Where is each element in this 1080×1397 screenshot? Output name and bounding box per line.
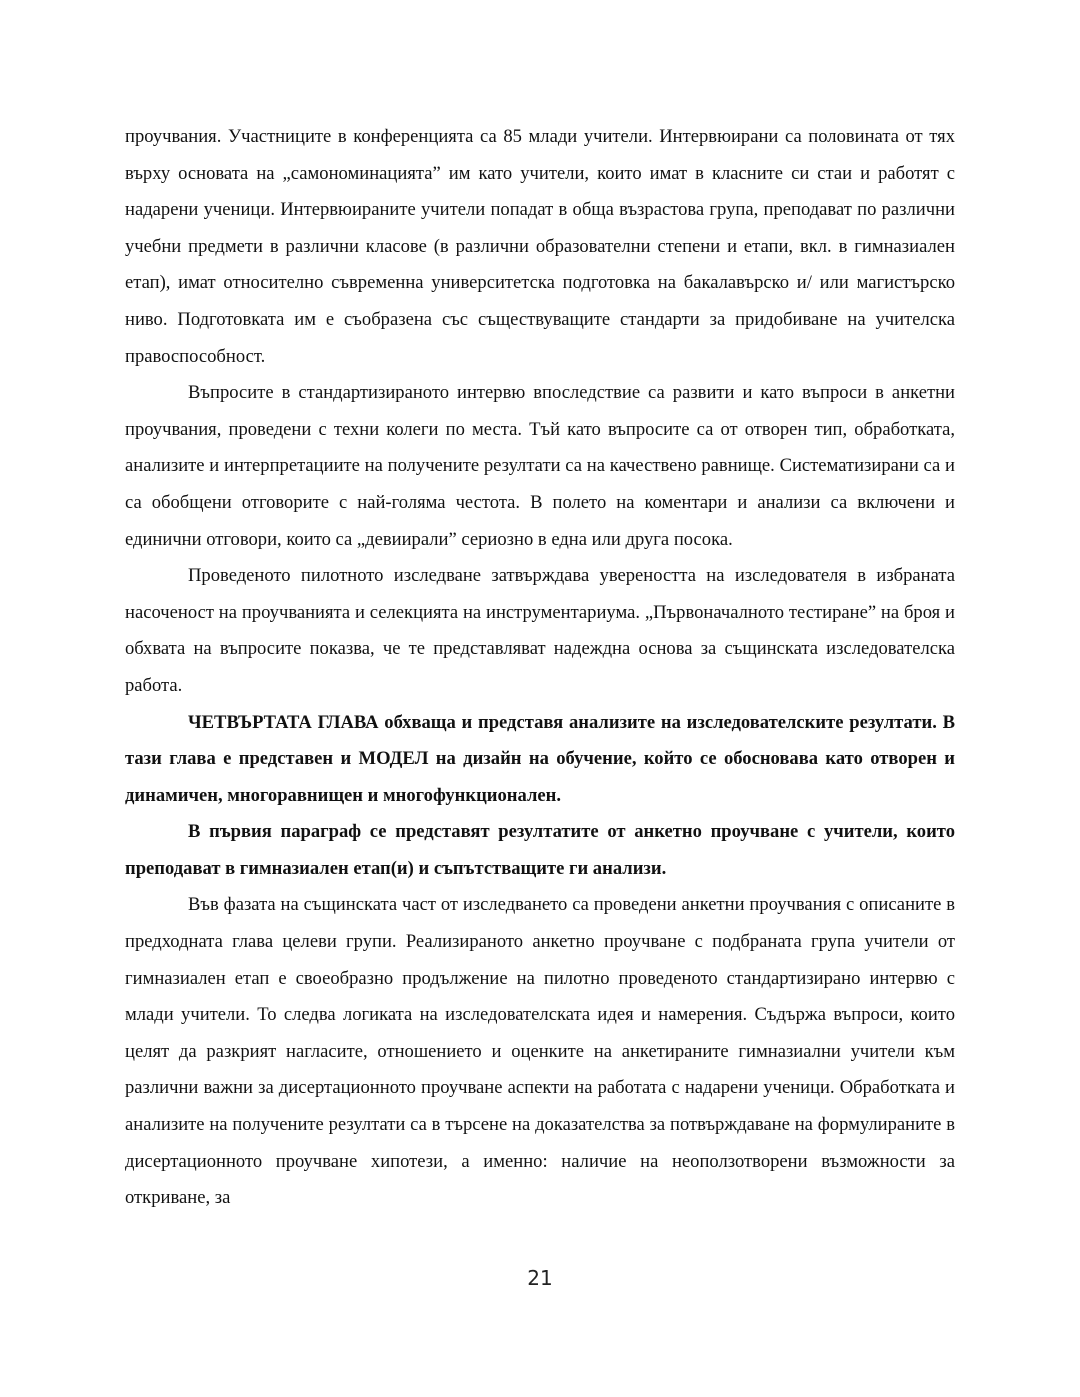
paragraph-chapter-four: ЧЕТВЪРТАТА ГЛАВА обхваща и представя анализите на изследователските резултати. В тази глава е представен и МОДЕЛ на дизайн на обучение, който се обосновава като отворен и динамичен, многоравнищен и многофункционален. bbox=[125, 711, 955, 806]
page-number: 21 bbox=[527, 1266, 553, 1290]
paragraph-interview-questions: Въпросите в стандартизираното интервю впоследствие са развити и като въпроси в анкетни проучвания, проведени с техни колеги по места. Тъй като въпросите са от отворен тип, обработката, анализите и интерпретациите на получените резултати са на качествено равнище. Систематизирани са и са обобщени отговорите с най-голяма честота. В полето на коментари и анализи са включени и единични отговори, които са „девиирали” сериозно в една или друга посока. bbox=[125, 382, 955, 550]
paragraph-pilot-study: Проведеното пилотното изследване затвърждава увереността на изследователя в избраната насоченост на проучванията и селекцията на инструментариума. „Първоначалното тестиране” на броя и обхвата на въпросите показва, че те представляват надеждна основа за същинската изследователска работа. bbox=[125, 565, 955, 696]
paragraph-main-phase: Във фазата на същинската част от изследването са проведени анкетни проучвания с описаните в предходната глава целеви групи. Реализираното анкетно проучване с подбраната група учители от гимназиален етап е своеобразно продължение на пилотно проведеното стандартизирано интервю с млади учители. То следва логиката на изследователската идея и намерения. Съдържа въпроси, които целят да разкрият нагласите, отношението и оценките на анкетираните гимназиални учители към различни важни за дисертационното проучване аспекти на работата с надарени ученици. Обработката и анализите на получените резултати са в търсене на доказателства за потвърждаване на формулираните в дисертационното проучване хипотези, а именно: наличие на неоползотворени възможности за откриване, за bbox=[125, 894, 955, 1209]
paragraph-participants: проучвания. Участниците в конференцията са 85 млади учители. Интервюирани са половината от тях върху основата на „самономинацията” им като учители, които имат в класните си стаи и работят с надарени ученици. Интервюираните учители попадат в обща възрастова група, преподават по различни учебни предмети в различни класове (в различни образователни степени и етапи, вкл. в гимназиален етап), имат относително съвременна университетска подготовка на бакалавърско и/ или магистърско ниво. Подготовката им е съобразена със съществуващите стандарти за придобиване на учителска правоспособност. bbox=[125, 126, 955, 367]
paragraph-first-section: В първия параграф се представят резултатите от анкетно проучване с учители, които преподават в гимназиален етап(и) и съпътстващите ги анализи. bbox=[125, 821, 955, 879]
body-text bbox=[125, 119, 955, 1217]
